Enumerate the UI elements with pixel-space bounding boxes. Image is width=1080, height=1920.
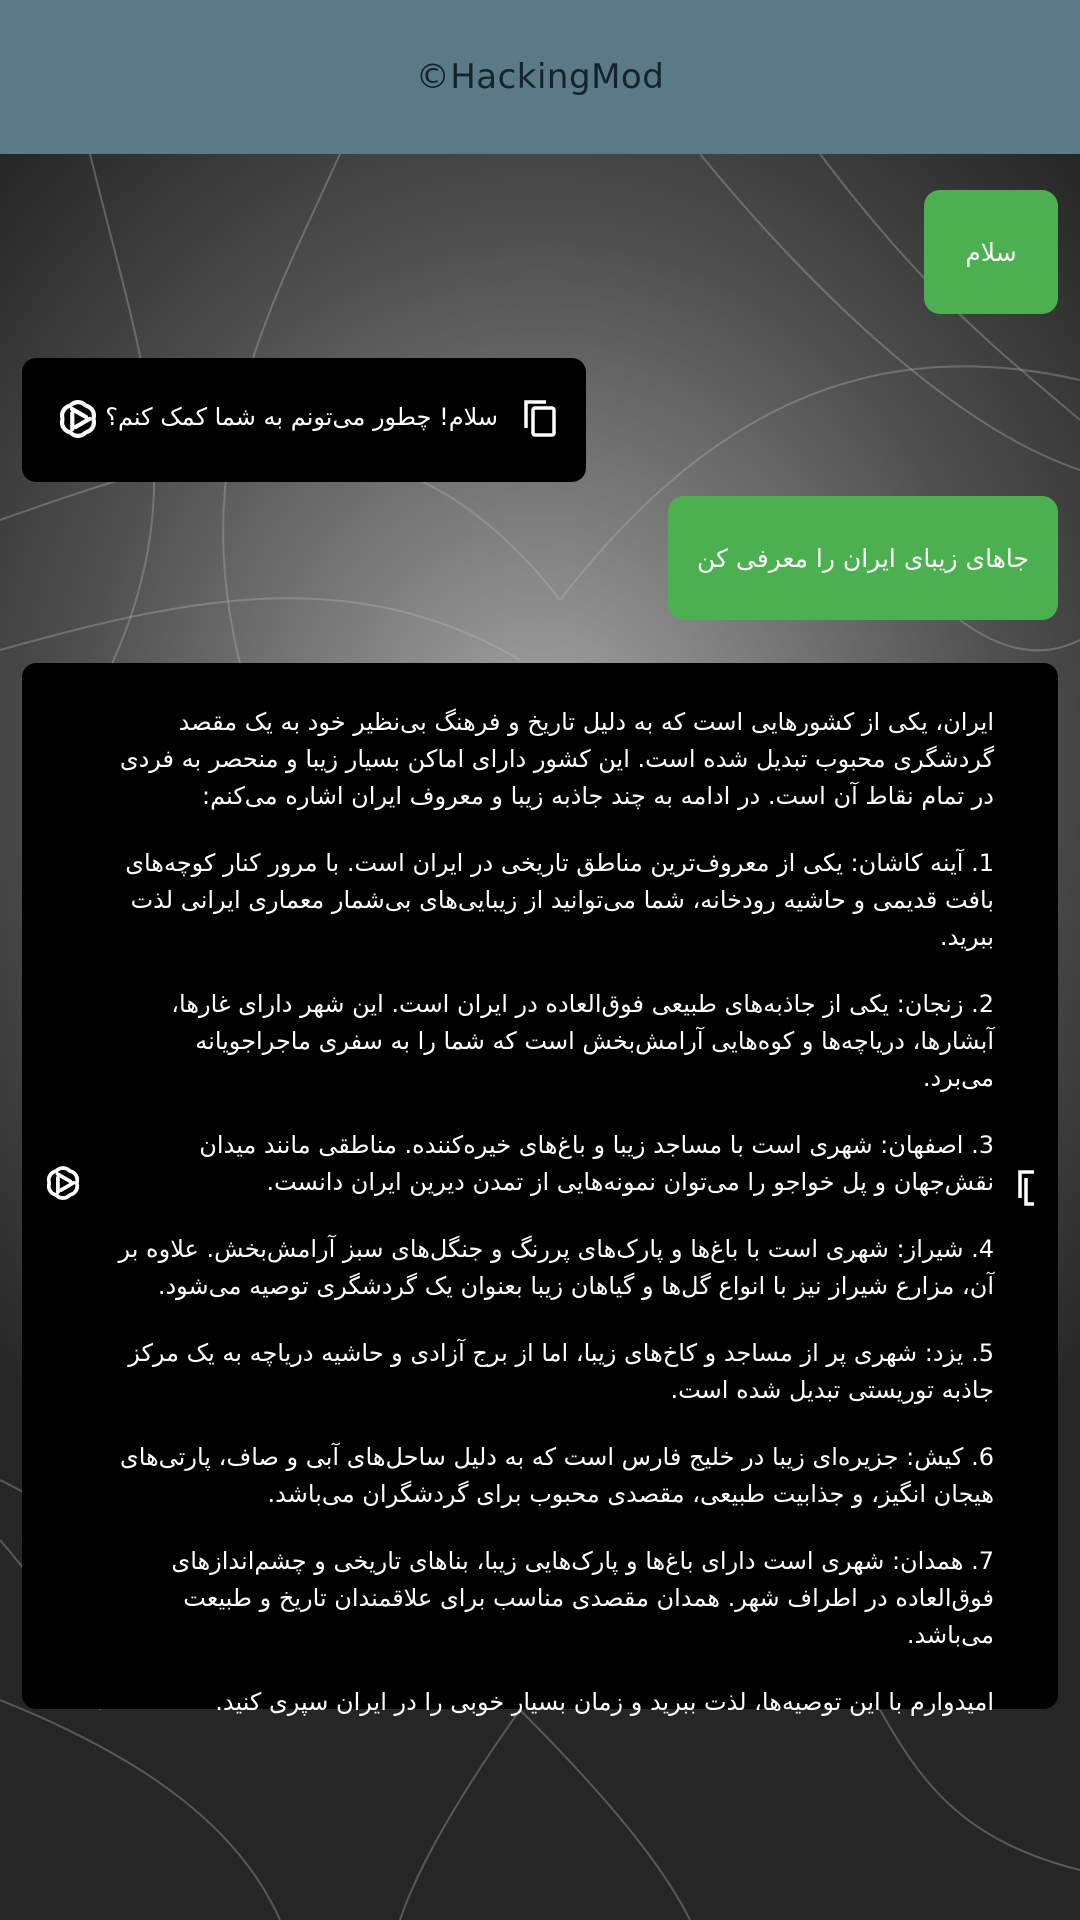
chatgpt-logo-icon xyxy=(38,1158,88,1208)
message-paragraph: 7. همدان: شهری است دارای باغ‌ها و پارک‌هایی زیبا، بناهای تاریخی و چشم‌اندازهای فوق‌العاده در اطراف شهر. همدان مقصدی مناسب برای علاقمندان تاریخ و طبیعت می‌باشد. xyxy=(171,1547,994,1649)
message-paragraph: 4. شیراز: شهری است با باغ‌ها و پارک‌های پررنگ و جنگل‌های سبز آرامش‌بخش. علاوه بر آن، مزارع شیراز نیز با انواع گل‌ها و گیاهان زیبا بعنوان یک گردشگری توصیه می‌شود. xyxy=(118,1235,994,1300)
assistant-message-body xyxy=(118,704,994,1751)
chatgpt-logo-icon xyxy=(50,391,106,447)
user-message[interactable] xyxy=(668,496,1058,620)
user-message[interactable] xyxy=(924,190,1058,314)
app-header xyxy=(0,0,1080,154)
user-message-text: سلام xyxy=(965,237,1017,267)
message-paragraph: 2. زنجان: یکی از جاذبه‌های طبیعی فوق‌العاده در ایران است. این شهر دارای غارها، آبشارها، دریاچه‌ها و کوه‌هایی آرامش‌بخش است که شما را به سفری ماجراجویانه می‌برد. xyxy=(171,990,994,1092)
copy-icon[interactable] xyxy=(1016,1166,1038,1206)
message-paragraph: 3. اصفهان: شهری است با مساجد زیبا و باغ‌های خیره‌کننده. مناطقی مانند میدان نقش‌جهان و پل خواجو را می‌توان نمونه‌هایی از تمدن دیرین ایران دانست. xyxy=(199,1131,994,1196)
message-paragraph: 1. آینه کاشان: یکی از معروف‌ترین مناطق تاریخی در ایران است. با مرور کنار کوچه‌های بافت قدیمی و حاشیه رودخانه، شما می‌توانید از زیبایی‌های بی‌شمار معماری ایرانی لذت ببرید. xyxy=(125,849,994,951)
app-title: ©HackingMod xyxy=(415,57,665,97)
message-paragraph: 6. کیش: جزیره‌ای زیبا در خلیج فارس است که به دلیل ساحل‌های آبی و صاف، پارتی‌های هیجان انگیز، و جذابیت طبیعی، مقصدی محبوب برای گردشگران می‌باشد. xyxy=(119,1443,994,1508)
message-paragraph: 5. یزد: شهری پر از مساجد و کاخ‌های زیبا، اما از برج آزادی و حاشیه دریاچه به یک مرکز جاذبه توریستی تبدیل شده است. xyxy=(128,1339,994,1404)
user-message-text: جاهای زیبای ایران را معرفی کن xyxy=(697,543,1029,573)
assistant-message[interactable] xyxy=(22,358,586,482)
copy-icon[interactable] xyxy=(522,398,558,438)
assistant-message-text: سلام! چطور می‌تونم به شما کمک کنم؟ xyxy=(105,403,498,431)
message-paragraph: امیدوارم با این توصیه‌ها، لذت ببرید و زمان بسیار خوبی را در ایران سپری کنید. xyxy=(215,1688,994,1716)
message-paragraph: ایران، یکی از کشورهایی است که به دلیل تاریخ و فرهنگ بی‌نظیر خود به یک مقصد گردشگری محبوب تبدیل شده است. این کشور دارای اماکن بسیار زیبا و منحصر به فردی در تمام نقاط آن است. در ادامه به چند جاذبه زیبا و معروف ایران اشاره می‌کنم: xyxy=(119,708,994,810)
